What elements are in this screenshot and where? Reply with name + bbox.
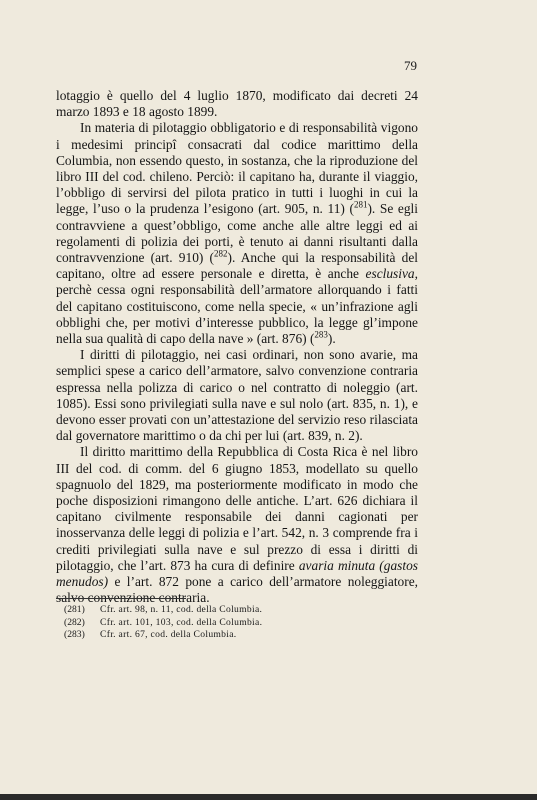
footnote-number: (282) <box>64 616 85 628</box>
footnote-text: Cfr. art. 101, 103, cod. della Columbia. <box>100 616 263 628</box>
italic-text: esclusiva <box>365 266 415 282</box>
text-run: I diritti di pilotaggio, nei casi ordinari, non sono avarie, ma semplici spese a carico dell’armatore, salvo convenzione contraria espressa nella polizza di carico o nel contratto di noleggio (art. 1085). Essi sono privilegiati sulla nave e sul nolo (art. 835, n. 1), e devono esser provati con un’attestazione del servizio reso rilasciata dal governatore marittimo o da chi per lui (art. 839, n. 2). <box>56 347 418 444</box>
footnote <box>64 604 404 617</box>
text-run: , perchè cessa ogni responsabilità dell’armatore allorquando i fatti del capitano costituiscono, come nella specie, « un’infrazione agli obblighi che, per motivi d’interesse pubblico, la legge gl’impone nella sua qualità di capo della nave » (art. 876) ( <box>56 266 418 347</box>
footnote-ref: 283 <box>314 329 328 340</box>
footnotes <box>64 604 404 642</box>
footnote-text: Cfr. art. 67, cod. della Columbia. <box>100 629 237 641</box>
paragraph <box>56 444 418 606</box>
italic-text: avaria minuta (gastos menudos) <box>56 557 418 590</box>
text-run: lotaggio è quello del 4 luglio 1870, modificato dai decreti 24 marzo 1893 e 18 agosto 1899. <box>56 88 418 120</box>
footnote-divider <box>56 598 186 599</box>
footnote <box>64 617 404 630</box>
paragraph <box>56 347 418 444</box>
text-run: e l’art. 872 pone a carico dell’armatore noleggiatore, salvo convenzione contraria. <box>56 574 418 606</box>
footnote-ref: 282 <box>214 248 228 259</box>
footnote-number: (281) <box>64 604 85 615</box>
text-run: ). Se egli contravviene a quest’obbligo, come anche alle altre leggi ed ai regolamenti di polizia dei porti, è tenuto ai danni risultanti dalla contravvenzione (art. 910) ( <box>56 201 418 266</box>
text-run: Il diritto marittimo della Repubblica di Costa Rica è nel libro III del cod. di comm. del 6 giugno 1853, modellato su quello spagnuolo del 1829, ma posteriormente modificato in modo che poche disposizioni rimangono delle antiche. L’art. 626 dichiara il capitano civilmente responsabile dei danni cagionati per inosservanza delle leggi di polizia e l’art. 542, n. 3 comprende fra i crediti privilegiati sulla nave e sul prezzo di essa i diritti di pilotaggio, che l’art. 873 ha cura di definire <box>56 444 418 573</box>
text-run: ). <box>327 331 336 347</box>
footnote-ref: 281 <box>353 199 368 210</box>
paragraph <box>56 88 418 120</box>
footnote-text: Cfr. art. 98, n. 11, cod. della Columbia. <box>100 604 263 615</box>
footnote <box>64 629 404 642</box>
footnote-number: (283) <box>64 629 85 641</box>
body-text <box>56 88 418 607</box>
text-run: ). Anche qui la responsabilità del capitano, oltre ad essere personale e diretta, è anche <box>56 250 418 282</box>
page-number: 79 <box>404 58 417 73</box>
paragraph <box>56 120 418 347</box>
text-run: In materia di pilotaggio obbligatorio e di responsabilità vigono i medesimi principî consacrati dal codice marittimo della Columbia, non essendo questo, in sostanza, che la riproduzione del libro III del cod. chileno. Perciò: il capitano ha, durante il viaggio, l’obbligo di servirsi del pilota pratico in tutti i luoghi in cui la legge, l’uso o la prudenza l’esigono (art. 905, n. 11) ( <box>56 120 418 217</box>
